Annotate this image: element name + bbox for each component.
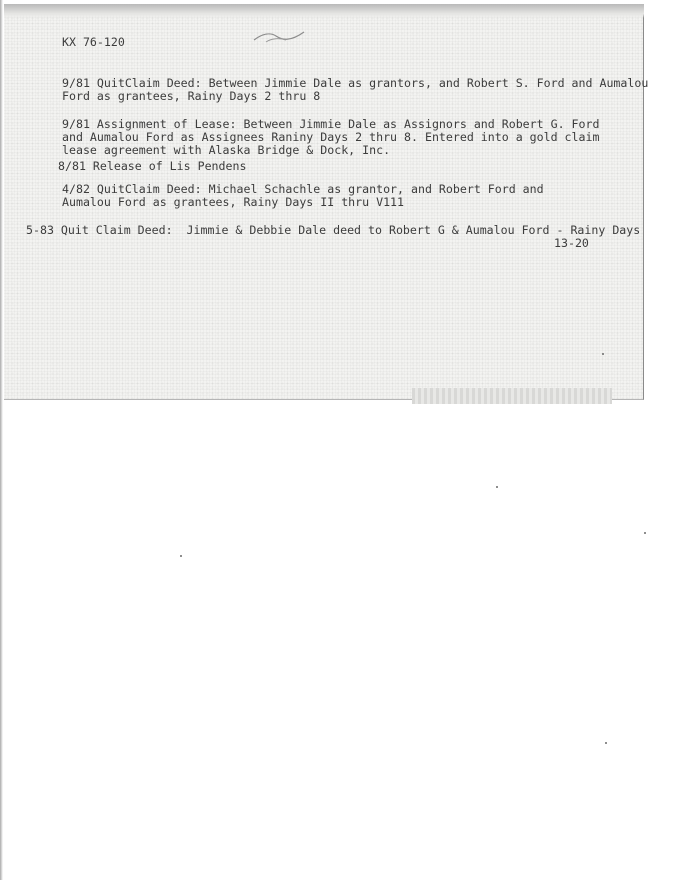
entry-line: 13-20 <box>554 236 589 250</box>
scan-speck <box>496 486 498 488</box>
entry-line: 5-83 Quit Claim Deed: Jimmie & Debbie Dale deed to Robert G & Aumalou Ford - Rainy Days <box>26 223 641 237</box>
entry-line: lease agreement with Alaska Bridge & Dock, Inc. <box>62 143 391 157</box>
scan-speck <box>602 353 604 355</box>
entry-line: 9/81 Assignment of Lease: Between Jimmie Dale as Assignors and Robert G. Ford <box>62 117 600 131</box>
scan-speck <box>180 555 182 557</box>
scan-speck <box>605 742 607 744</box>
ink-smudge-mark <box>252 28 306 44</box>
entry-line: 9/81 QuitClaim Deed: Between Jimmie Dale as grantors, and Robert S. Ford and Aumalou <box>62 76 649 90</box>
scan-left-edge <box>0 0 3 880</box>
entry-line: 4/82 QuitClaim Deed: Michael Schachle as grantor, and Robert Ford and <box>62 182 544 196</box>
scan-speck <box>644 532 646 534</box>
entry-line: Aumalou Ford as grantees, Rainy Days II thru V111 <box>62 195 405 209</box>
file-number: KX 76-120 <box>62 35 125 49</box>
entry-line: Ford as grantees, Rainy Days 2 thru 8 <box>62 89 321 103</box>
card-top-edge <box>4 4 644 18</box>
entry-line: and Aumalou Ford as Assignees Raniny Days 2 thru 8. Entered into a gold claim <box>62 130 600 144</box>
card-bottom-tab <box>412 388 612 404</box>
entry-line: 8/81 Release of Lis Pendens <box>58 159 247 173</box>
